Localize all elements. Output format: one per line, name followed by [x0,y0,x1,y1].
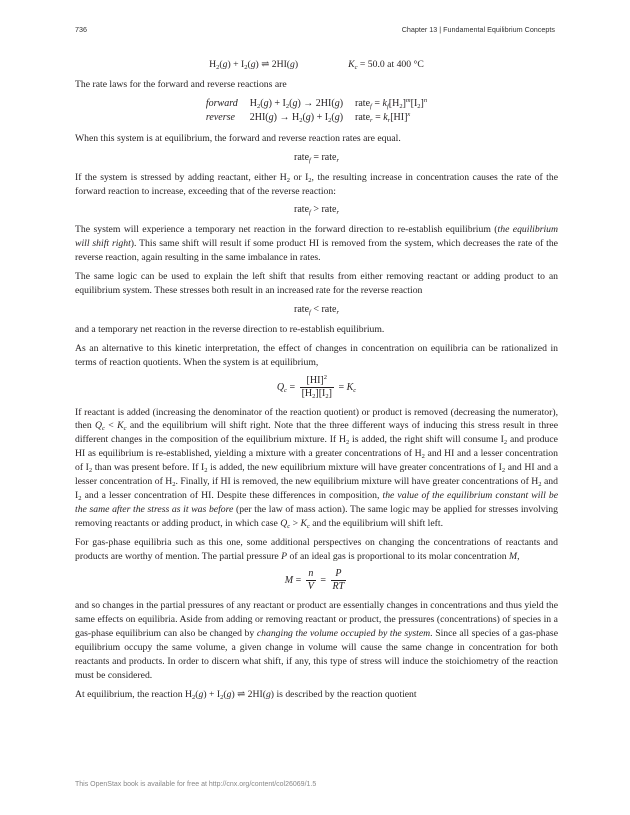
page-number: 736 [75,25,87,34]
rate-law-table [200,97,433,125]
footer-source: This OpenStax book is available for free at http://cnx.org/content/col26069/1.5 [75,781,317,788]
reaction-equation: $H_2(g) + I_2(g)$ ⇌ 2HI(g) [209,59,299,71]
reverse-row [200,111,433,125]
paragraph-shift-right: The system will experience a temporary net reaction in the forward direction to re-establish equilibrium (the equilibrium will shift right). This same shift will result if some product HI is removed from the system, which decreases the rate of the reverse reaction, again resulting in the same imbalance in rates. [75,224,558,264]
paragraph-composition-changes: If reactant is added (increasing the denominator of the reaction quotient) or product is removed (decreasing the numerator), then $Q_c < K_c$ and the equilibrium will shift right. Note that the three different ways of inducing this stress result in three different changes in the composition of the equilibrium mixture. If $H_2$ is added, the right shift will consume $I_2$ and produce HI as equilibrium is re-established, yielding a mixture with a greater concentrations of $H_2$ and HI and a lesser concentration of $I_2$ than was present before. If $I_2$ is added, the new equilibrium mixture will have greater concentrations of $I_2$ and HI and a lesser concentration of $H_2$. Finally, if HI is removed, the new equilibrium mixture will have greater concentrations of $H_2$ and $I_2$ and a lesser concentration of HI. Despite these differences in composition, the value of the equilibrium constant will be the same after the stress as it was before (per the law of mass action). The same logic may be applied for stresses involving removing reactants or adding product, in which case $Q_c > K_c$ and the equilibrium will shift left. [75,406,559,530]
equation-rates-equal: rate$_f$ = rate$_r$ [294,151,339,164]
reverse-label: reverse [205,111,235,123]
chapter-header: Chapter 13 | Fundamental Equilibrium Concepts [401,25,555,34]
reverse-reaction: $2HI(g) \to H_2(g) + I_2(g)$ [249,111,344,124]
forward-label: forward [205,97,238,109]
paragraph-gas-phase: For gas-phase equilibria such as this one, some additional perspectives on changing the concentrations of reactants and products are worthy of mention. The partial pressure P of an ideal gas is proportional to its molar concentration M, [75,536,558,562]
equation-reaction-quotient: $Q_c$ = $\frac{[HI]^2}{[H_2][I_2]}$ = $K_c$ [276,373,357,400]
equation-rate-forward-less: rate$_f$ < rate$_r$ [294,303,339,316]
forward-rate-law: rate$_f$ = $k_f[H_2]^m[I_2]^n$ [355,96,428,110]
paragraph-reverse-direction: and a temporary net reaction in the reverse direction to re-establish equilibrium. [75,323,385,335]
forward-reaction: $H_2(g) + I_2(g) \to 2HI(g)$ [249,97,344,110]
paragraph-volume-change: and so changes in the partial pressures of any reactant or product are essentially changes in concentrations and thus yield the same effects on equilibria. Aside from adding or removing reactant or product, the pressures (concentrations) of species in a gas-phase equilibrium can also be changed by changing the volume occupied by the system. Since all species of a gas-phase equilibrium occupy the same volume, a given change in volume will cause the same change in concentration for both reactants and products. In order to discern what shift, if any, this type of stress will induce the stoichiometry of the reaction must be considered. [75,600,558,681]
equation-rate-forward-greater: rate$_f$ > rate$_r$ [294,204,339,217]
page-content [75,58,558,707]
equation-molar-concentration: M = $\frac{n}{V}$ = $\frac{P}{RT}$ [284,568,345,593]
forward-row [200,97,433,111]
paragraph-equilibrium-rates: When this system is at equilibrium, the forward and reverse reaction rates are equal. [75,132,401,144]
paragraph-reaction-quotient-intro: At equilibrium, the reaction $H_2(g) + I_2(g)$ ⇌ 2HI(g) is described by the reaction quotient [75,688,417,701]
equilibrium-equation [75,58,558,72]
paragraph-adding-reactant: If the system is stressed by adding reactant, either $H_2$ or $I_2$, the resulting increase in concentration causes the rate of the forward reaction to increase, exceeding that of the reverse reaction: [75,171,558,197]
paragraph-reaction-quotients: As an alternative to this kinetic interpretation, the effect of changes in concentration on equilibria can be rationalized in terms of reaction quotients. When the system is at equilibrium, [75,342,558,368]
paragraph-rate-laws-intro: The rate laws for the forward and reverse reactions are [75,78,287,90]
kc-value: $K_c = 50.0$ at 400 °C [348,59,424,71]
reverse-rate-law: rate$_r$ = $k_r[HI]^x$ [355,110,411,124]
paragraph-left-shift: The same logic can be used to explain the left shift that results from either removing reactant or adding product to an equilibrium system. These stresses both result in an increased rate for the reverse reaction [75,271,558,296]
